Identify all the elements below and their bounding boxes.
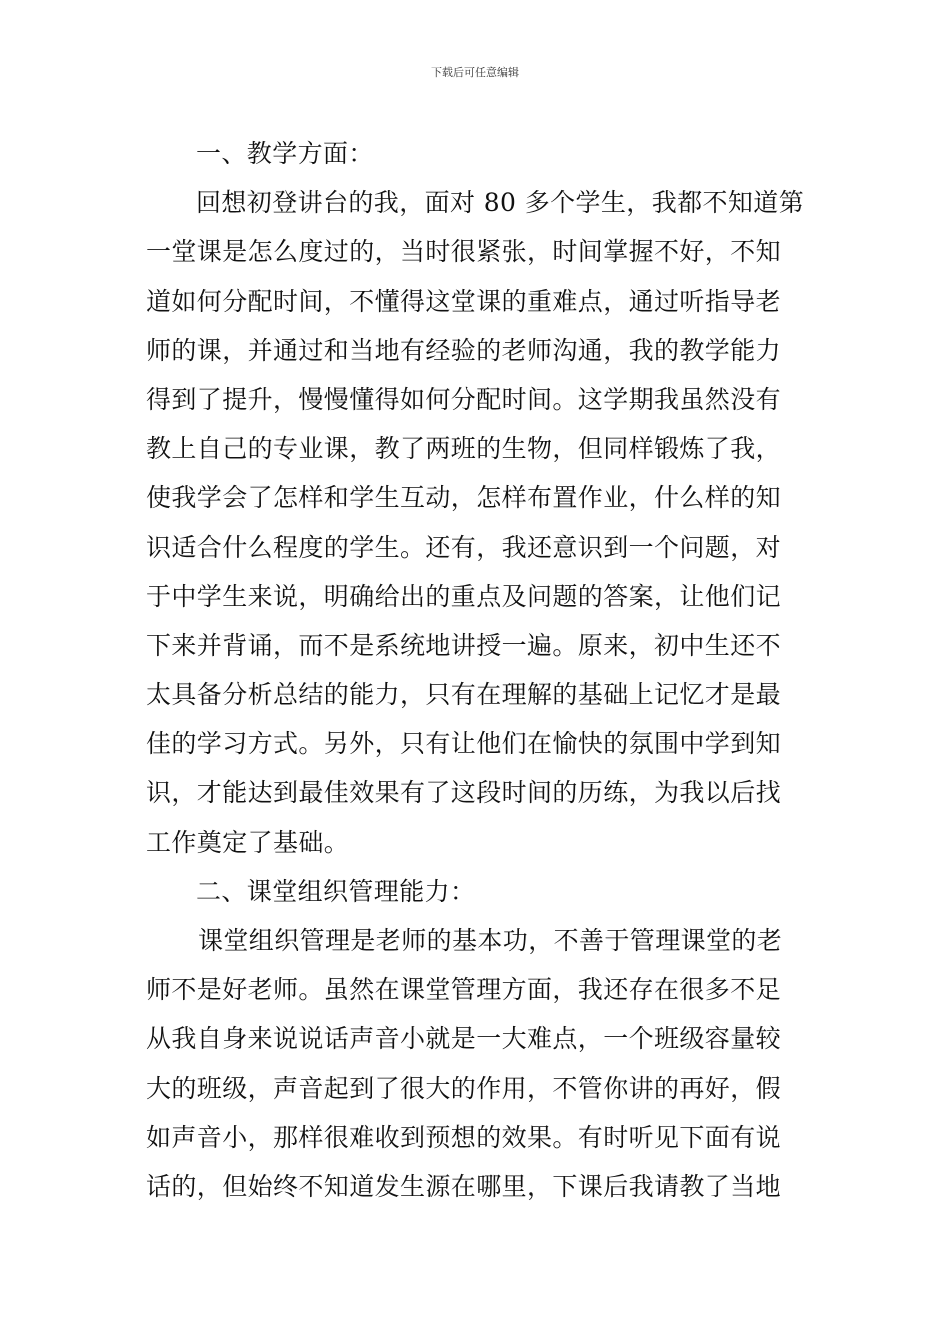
paragraph-line: 师不是好老师。虽然在课堂管理方面，我还存在很多不足 <box>146 975 782 1005</box>
paragraph-line: 道如何分配时间，不懂得这堂课的重难点，通过听指导老 <box>146 286 782 316</box>
paragraph-line: 佳的学习方式。另外，只有让他们在愉快的氛围中学到知 <box>146 729 782 759</box>
paragraph-line: 回想初登讲台的我，面对 80 多个学生，我都不知道第 <box>196 188 805 218</box>
section-heading-teaching: 一、教学方面： <box>196 139 374 168</box>
paragraph-line: 工作奠定了基础。 <box>146 827 350 857</box>
paragraph-line: 从我自身来说说话声音小就是一大难点，一个班级容量较 <box>146 1024 782 1054</box>
paragraph-line: 大的班级，声音起到了很大的作用，不管你讲的再好，假 <box>146 1073 782 1103</box>
paragraph-line: 识，才能达到最佳效果有了这段时间的历练，为我以后找 <box>146 778 782 808</box>
section-heading-classroom-management: 二、课堂组织管理能力： <box>196 876 476 906</box>
paragraph-line: 下来并背诵，而不是系统地讲授一遍。原来，初中生还不 <box>146 630 782 660</box>
paragraph-line: 课堂组织管理是老师的基本功，不善于管理课堂的老 <box>198 926 783 955</box>
paragraph-line: 识适合什么程度的学生。还有，我还意识到一个问题，对 <box>146 532 782 562</box>
document-body <box>146 129 806 1211</box>
paragraph-line: 一堂课是怎么度过的，当时很紧张，时间掌握不好，不知 <box>146 237 782 267</box>
paragraph-line: 太具备分析总结的能力，只有在理解的基础上记忆才是最 <box>146 680 782 710</box>
paragraph-line: 话的，但始终不知道发生源在哪里，下课后我请教了当地 <box>146 1171 782 1201</box>
paragraph-line: 于中学生来说，明确给出的重点及问题的答案，让他们记 <box>146 581 782 611</box>
paragraph-line: 使我学会了怎样和学生互动，怎样布置作业，什么样的知 <box>146 483 782 513</box>
paragraph-line: 得到了提升，慢慢懂得如何分配时间。这学期我虽然没有 <box>146 384 782 414</box>
header-note: 下载后可任意编辑 <box>431 66 519 79</box>
paragraph-line: 如声音小，那样很难收到预想的效果。有时听见下面有说 <box>146 1122 782 1152</box>
paragraph-line: 师的课，并通过和当地有经验的老师沟通，我的教学能力 <box>146 335 782 365</box>
paragraph-line: 教上自己的专业课，教了两班的生物，但同样锻炼了我， <box>146 434 782 464</box>
